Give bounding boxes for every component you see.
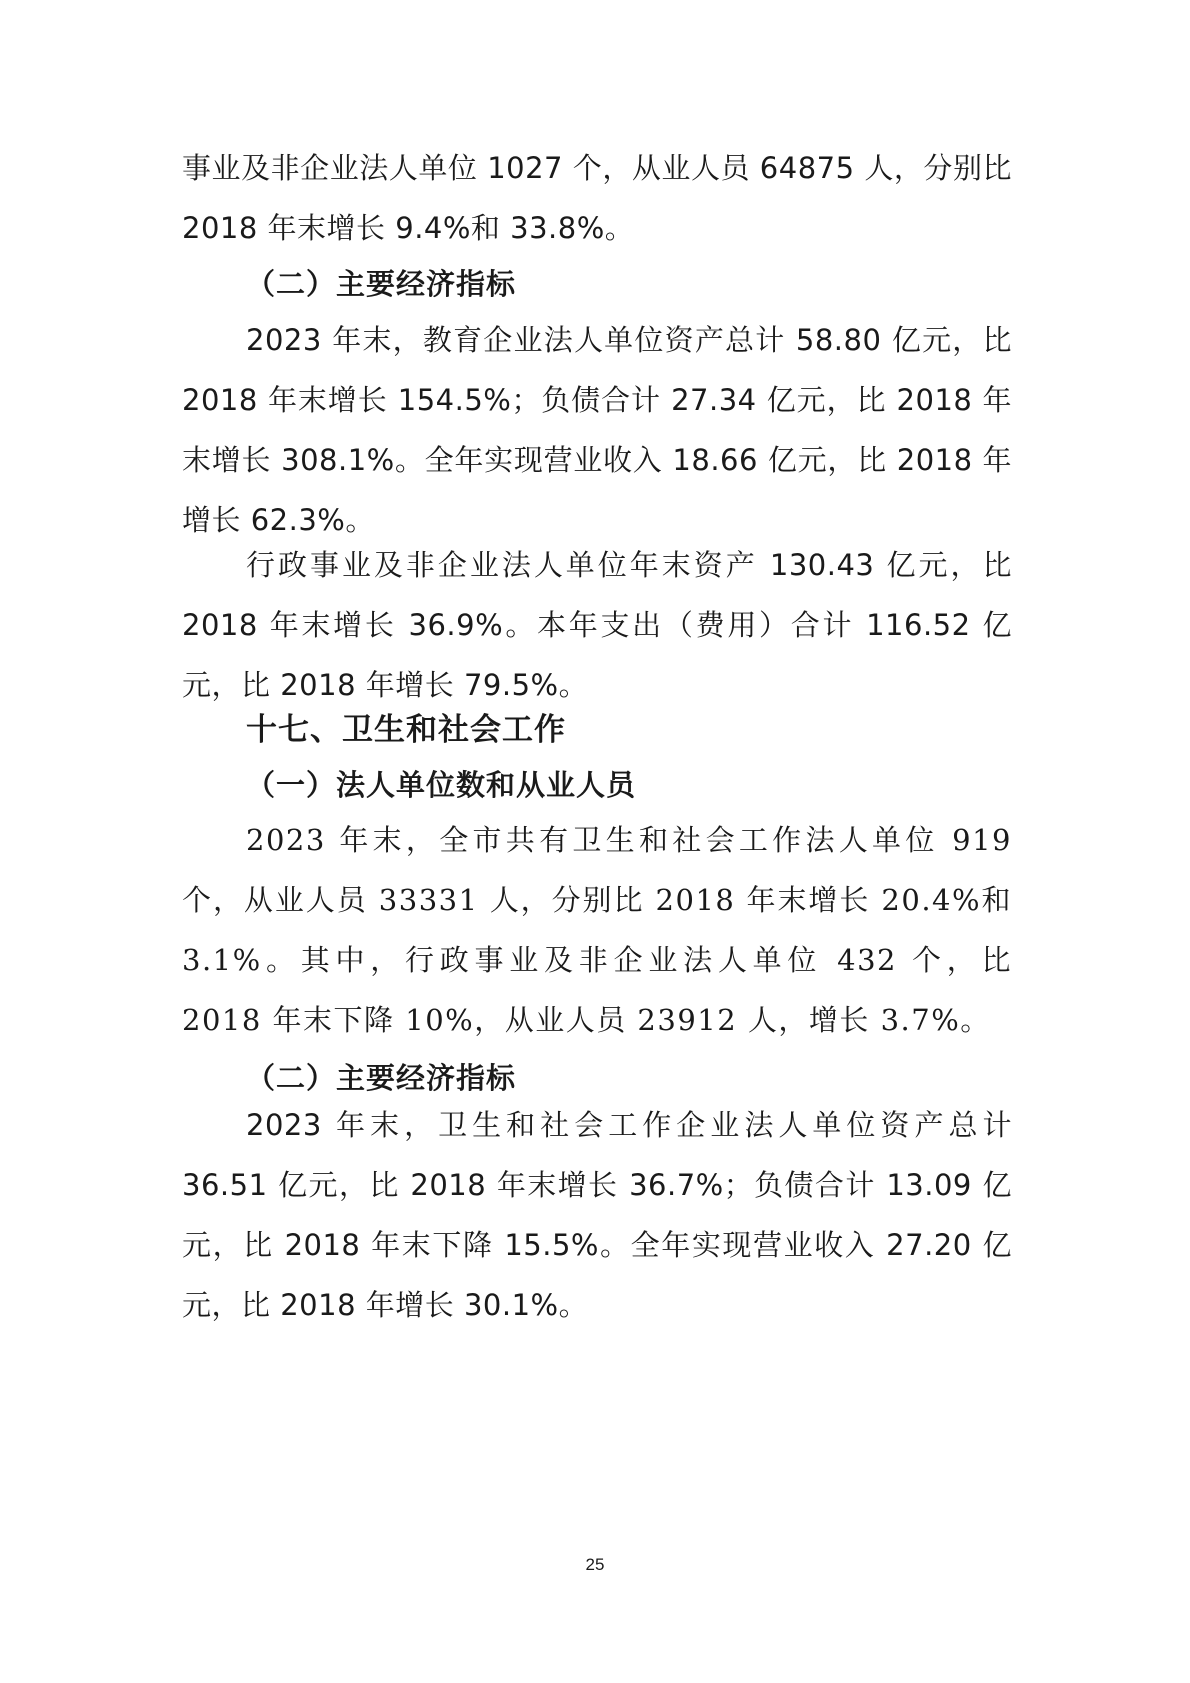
heading-health-economic-indicators: （二）主要经济指标 bbox=[246, 1061, 517, 1095]
paragraph-health-units-employees: 2023 年末，全市共有卫生和社会工作法人单位 919 个，从业人员 33331 人，分别比 2018 年末增长 20.4%和 3.1%。其中，行政事业及非企业法人单位 432 个，比 2018 年末下降 10%，从业人员 23912 人，增长 3.7%。 bbox=[182, 823, 1012, 1037]
heading-health-units-employees: （一）法人单位数和从业人员 bbox=[246, 768, 637, 802]
page-number: 25 bbox=[585, 1555, 605, 1574]
heading-education-economic-indicators: （二）主要经济指标 bbox=[246, 267, 517, 301]
paragraph-education-units-continued: 事业及非企业法人单位 1027 个，从业人员 64875 人，分别比 2018 年末增长 9.4%和 33.8%。 bbox=[182, 151, 1012, 245]
paragraph-education-enterprise-assets: 2023 年末，教育企业法人单位资产总计 58.80 亿元，比 2018 年末增长 154.5%；负债合计 27.34 亿元，比 2018 年末增长 308.1%。全年实现营业收入 18.66 亿元，比 2018 年增长 62.3%。 bbox=[182, 323, 1012, 537]
paragraph-health-enterprise-assets: 2023 年末，卫生和社会工作企业法人单位资产总计 36.51 亿元，比 2018 年末增长 36.7%；负债合计 13.09 亿元，比 2018 年末下降 15.5%。全年实现营业收入 27.20 亿元，比 2018 年增长 30.1%。 bbox=[182, 1108, 1012, 1322]
paragraph-education-admin-assets: 行政事业及非企业法人单位年末资产 130.43 亿元，比 2018 年末增长 36.9%。本年支出（费用）合计 116.52 亿元，比 2018 年增长 79.5%。 bbox=[182, 548, 1012, 702]
heading-section-seventeen: 十七、卫生和社会工作 bbox=[246, 712, 566, 748]
